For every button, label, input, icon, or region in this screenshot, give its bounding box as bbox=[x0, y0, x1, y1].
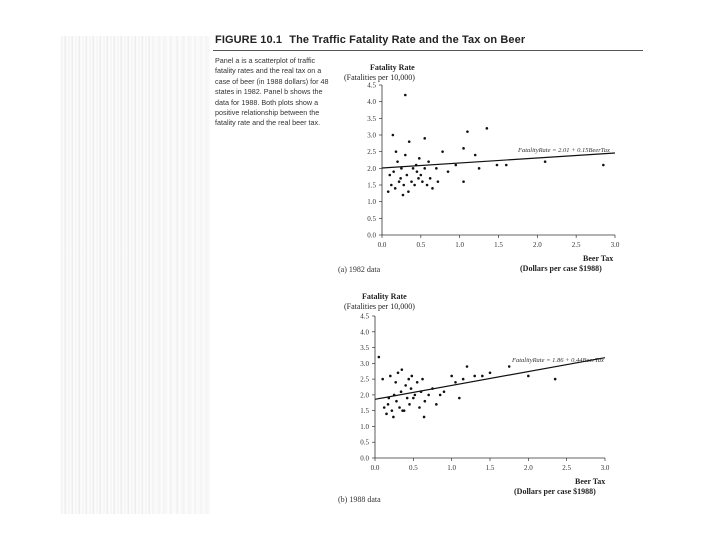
x-axis-title-b-line1: Beer Tax bbox=[575, 477, 606, 486]
panel-label-b: (b) 1988 data bbox=[338, 495, 381, 504]
data-point-b bbox=[378, 356, 381, 359]
data-point-b bbox=[418, 406, 421, 409]
y-axis-title-a-line2: (Fatalities per 10,000) bbox=[344, 73, 415, 82]
x-tick-label-b: 1.0 bbox=[447, 464, 457, 472]
data-point-b bbox=[389, 375, 392, 378]
y-tick-label-a: 3.5 bbox=[367, 114, 376, 123]
data-point-b bbox=[392, 416, 395, 419]
data-point-b bbox=[458, 397, 461, 400]
data-point-b bbox=[450, 375, 453, 378]
y-tick-label-b: 2.5 bbox=[360, 375, 369, 384]
data-point-b bbox=[439, 394, 442, 397]
x-tick-label-a: 0.5 bbox=[416, 241, 426, 249]
regression-label-b: FatalityRate = 1.86 + 0.44BeerTax bbox=[512, 357, 604, 364]
y-tick-label-b: 0.0 bbox=[360, 454, 369, 463]
data-point-b bbox=[427, 394, 430, 397]
data-point-b bbox=[554, 378, 557, 381]
x-tick-label-a: 3.0 bbox=[610, 241, 620, 249]
regression-label-a: FatalityRate = 2.01 + 0.15BeerTax bbox=[518, 147, 610, 154]
data-point-b bbox=[385, 413, 388, 416]
y-tick-label-a: 2.0 bbox=[367, 164, 376, 173]
figure-title-text: The Traffic Fatality Rate and the Tax on Beer bbox=[289, 34, 526, 46]
data-point-b bbox=[381, 378, 384, 381]
x-tick-label-b: 0.0 bbox=[370, 464, 380, 472]
x-tick-label-a: 2.0 bbox=[532, 241, 542, 249]
data-point-b bbox=[489, 372, 492, 375]
data-point-b bbox=[473, 375, 476, 378]
data-point-b bbox=[394, 381, 397, 384]
x-tick-label-a: 1.0 bbox=[455, 241, 465, 249]
y-tick-label-b: 4.0 bbox=[360, 328, 369, 337]
data-point-b bbox=[410, 387, 413, 390]
data-point-b bbox=[404, 384, 407, 387]
y-tick-label-b: 4.5 bbox=[360, 312, 369, 321]
data-point-b bbox=[462, 378, 465, 381]
data-point-b bbox=[400, 390, 403, 393]
y-tick-label-a: 1.0 bbox=[367, 198, 376, 207]
x-tick-label-b: 2.0 bbox=[523, 464, 533, 472]
x-axis-title-b-line2: (Dollars per case $1988) bbox=[514, 487, 596, 496]
x-tick-label-b: 1.5 bbox=[485, 464, 495, 472]
y-tick-label-a: 4.5 bbox=[367, 81, 376, 90]
data-point-b bbox=[423, 416, 426, 419]
x-tick-label-a: 2.5 bbox=[571, 241, 581, 249]
data-point-b bbox=[416, 381, 419, 384]
panel-label-a: (a) 1982 data bbox=[338, 265, 381, 274]
y-axis-title-b-line1: Fatality Rate bbox=[362, 292, 407, 301]
data-point-b bbox=[454, 381, 457, 384]
data-point-b bbox=[508, 365, 511, 368]
data-point-b bbox=[387, 403, 390, 406]
data-point-b bbox=[397, 372, 400, 375]
figure-caption: Panel a is a scatterplot of traffic fatality rates and the real tax on a case of beer (in 1988 dollars) for 48 states in 1982. Panel b shows the data for 1988. Both plots show a positive relationship between the fatality rate and the real beer tax. bbox=[215, 56, 329, 128]
data-point-b bbox=[408, 403, 411, 406]
data-point-b bbox=[398, 406, 401, 409]
x-tick-label-b: 0.5 bbox=[408, 464, 418, 472]
y-tick-label-a: 1.5 bbox=[367, 181, 376, 190]
x-tick-label-a: 1.5 bbox=[494, 241, 503, 249]
data-point-b bbox=[421, 378, 424, 381]
x-tick-label-b: 2.5 bbox=[562, 464, 572, 472]
data-point-b bbox=[407, 378, 410, 381]
data-point-b bbox=[481, 375, 484, 378]
data-point-b bbox=[466, 365, 469, 368]
data-point-b bbox=[414, 394, 417, 397]
y-tick-label-a: 2.5 bbox=[367, 148, 376, 157]
y-tick-label-a: 0.0 bbox=[367, 231, 376, 240]
y-tick-label-b: 1.0 bbox=[360, 422, 369, 431]
y-tick-label-a: 3.0 bbox=[367, 131, 376, 140]
data-point-b bbox=[391, 409, 394, 412]
x-axis-title-a-line1: Beer Tax bbox=[583, 254, 614, 263]
data-point-b bbox=[412, 397, 415, 400]
y-tick-label-b: 1.5 bbox=[360, 407, 369, 416]
y-axis-title-a-line1: Fatality Rate bbox=[370, 63, 415, 72]
y-tick-label-b: 0.5 bbox=[360, 438, 369, 447]
x-axis-title-a-line2: (Dollars per case $1988) bbox=[520, 264, 602, 273]
y-tick-label-a: 4.0 bbox=[367, 98, 376, 107]
figure-number: FIGURE 10.1 bbox=[215, 34, 283, 46]
data-point-b bbox=[406, 397, 409, 400]
data-point-b bbox=[401, 409, 404, 412]
data-point-b bbox=[443, 390, 446, 393]
y-tick-label-b: 3.0 bbox=[360, 359, 369, 368]
data-point-b bbox=[435, 403, 438, 406]
y-tick-label-a: 0.5 bbox=[367, 214, 376, 223]
data-point-b bbox=[411, 375, 414, 378]
x-tick-label-a: 0.0 bbox=[377, 241, 387, 249]
data-point-b bbox=[395, 400, 398, 403]
y-tick-label-b: 2.0 bbox=[360, 391, 369, 400]
data-point-b bbox=[401, 368, 404, 371]
x-tick-label-b: 3.0 bbox=[600, 464, 610, 472]
y-axis-title-b-line2: (Fatalities per 10,000) bbox=[344, 302, 415, 311]
data-point-b bbox=[424, 400, 427, 403]
data-point-b bbox=[527, 375, 530, 378]
data-point-b bbox=[383, 406, 386, 409]
y-tick-label-b: 3.5 bbox=[360, 344, 369, 353]
